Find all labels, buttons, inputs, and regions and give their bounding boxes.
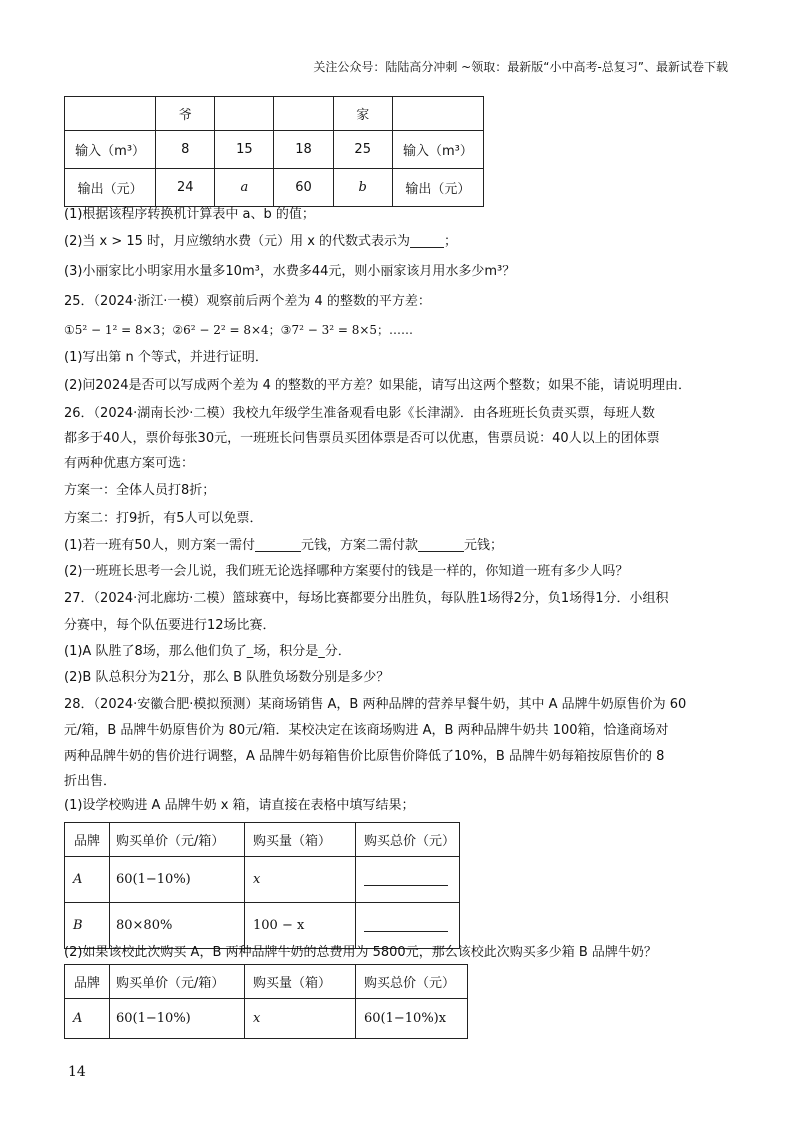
answer-cell[interactable] — [356, 857, 460, 903]
q26-part1-text-c: 元钱； — [463, 538, 503, 553]
table-cell: x — [245, 857, 356, 903]
q28-line1: 28．（2024·安徽合肥·模拟预测）某商场销售 A，B 两种品牌的营养早餐牛奶，其中 A 品牌牛奶原售价为 60 — [64, 697, 687, 712]
q28-part1: (1)设学校购进 A 品牌牛奶 x 箱，请直接在表格中填写结果； — [64, 798, 415, 813]
answer-blank — [364, 873, 448, 886]
table-cell: b — [333, 169, 392, 207]
q25-part1: (1)写出第 n 个等式，并进行证明． — [64, 350, 268, 365]
q26-line2: 都多于40人，票价每张30元，一班班长问售票员买团体票是否可以优惠，售票员说：40人以上的团体票 — [64, 431, 660, 446]
q25-part2: (2)问2024是否可以写成两个差为 4 的整数的平方差？如果能，请写出这两个整数；如果不能，请说明理由． — [64, 378, 692, 393]
table-cell — [392, 97, 483, 131]
page-header: 关注公众号：陆陆高分冲刺 ~领取：最新版“小中高考-总复习”、最新试卷下载 — [313, 60, 728, 74]
q28-line4: 折出售． — [64, 774, 117, 789]
table-header-cell: 购买单价（元/箱） — [110, 965, 245, 999]
q24-part2-end: ； — [444, 234, 458, 249]
table-cell: 80×80% — [110, 903, 245, 949]
table-cell: 60(1−10%) — [110, 999, 245, 1039]
q26-line3: 有两种优惠方案可选： — [64, 456, 195, 471]
table-header-cell: 购买量（箱） — [245, 965, 356, 999]
q25-equations: ①5² − 1² = 8×3；②6² − 2² = 8×4；③7² − 3² = 8×5；…… — [64, 323, 414, 337]
table-cell: A — [65, 999, 110, 1039]
table-cell — [274, 97, 333, 131]
q25-heading: 25．（2024·浙江·一模）观察前后两个差为 4 的整数的平方差： — [64, 294, 431, 309]
table-header-cell: 购买总价（元） — [356, 965, 468, 999]
table-cell: 输出（元） — [65, 169, 156, 207]
q26-part1-text-b: 元钱，方案二需付款 — [300, 538, 418, 553]
q27-line2: 分赛中，每个队伍要进行12场比赛． — [64, 618, 276, 633]
page-number: 14 — [68, 1064, 86, 1080]
milk-table-1 — [64, 822, 460, 949]
table-cell — [65, 97, 156, 131]
q26-part1 — [64, 537, 503, 555]
table-cell: 15 — [215, 131, 274, 169]
q26-line5: 方案二：打9折，有5人可以免票． — [64, 511, 263, 526]
table-cell — [215, 97, 274, 131]
table-header-cell: 购买单价（元/箱） — [110, 823, 245, 857]
table-cell: 输出（元） — [392, 169, 483, 207]
table-cell: B — [65, 903, 110, 949]
table-header-cell: 品牌 — [65, 823, 110, 857]
q26-part2: (2)一班班长思考一会儿说，我们班无论选择哪种方案要付的钱是一样的，你知道一班有多少人吗？ — [64, 564, 629, 579]
table-header-cell: 购买量（箱） — [245, 823, 356, 857]
table-cell: 24 — [156, 169, 215, 207]
q27-part2: (2)B 队总积分为21分，那么 B 队胜负场数分别是多少？ — [64, 670, 390, 685]
table-cell: 100 − x — [245, 903, 356, 949]
q24-part1: (1)根据该程序转换机计算表中 a、b 的值； — [64, 207, 315, 222]
table-cell: A — [65, 857, 110, 903]
answer-blank — [410, 235, 444, 248]
water-fee-table — [64, 96, 484, 207]
table-cell: 8 — [156, 131, 215, 169]
table-cell: 家 — [333, 97, 392, 131]
table-cell: 60(1−10%)x — [356, 999, 468, 1039]
q24-part3: (3)小丽家比小明家用水量多10m³，水费多44元，则小丽家该月用水多少m³？ — [64, 264, 516, 279]
table-cell: 爷 — [156, 97, 215, 131]
q26-line1: 26．（2024·湖南长沙·二模）我校九年级学生准备观看电影《长津湖》．由各班班长负责买票，每班人数 — [64, 406, 655, 421]
table-header-cell: 购买总价（元） — [356, 823, 460, 857]
q26-part1-text-a: (1)若一班有50人，则方案一需付 — [64, 538, 255, 553]
table-cell: 25 — [333, 131, 392, 169]
table-cell: a — [215, 169, 274, 207]
q27-line1: 27．（2024·河北廊坊·二模）篮球赛中，每场比赛都要分出胜负，每队胜1场得2分，负1场得1分．小组积 — [64, 591, 669, 606]
table-cell: 60 — [274, 169, 333, 207]
table-cell: 60(1−10%) — [110, 857, 245, 903]
milk-table-2 — [64, 964, 468, 1039]
answer-blank — [364, 919, 448, 932]
answer-cell[interactable] — [356, 903, 460, 949]
q28-part2: (2)如果该校此次购买 A，B 两种品牌牛奶的总费用为 5800元，那么该校此次购买多少箱 B 品牌牛奶？ — [64, 945, 657, 960]
q27-part1: (1)A 队胜了8场，那么他们负了_场，积分是_分． — [64, 644, 351, 659]
answer-blank — [418, 539, 464, 552]
q26-line4: 方案一：全体人员打8折； — [64, 483, 216, 498]
answer-blank — [255, 539, 301, 552]
q24-part2 — [64, 233, 457, 251]
table-cell: x — [245, 999, 356, 1039]
table-cell: 输入（m³） — [65, 131, 156, 169]
table-cell: 18 — [274, 131, 333, 169]
q24-part2-text: (2)当 x > 15 时，月应缴纳水费（元）用 x 的代数式表示为 — [64, 234, 411, 249]
q28-line2: 元/箱，B 品牌牛奶原售价为 80元/箱．某校决定在该商场购进 A，B 两种品牌牛奶共 100箱，恰逢商场对 — [64, 723, 669, 738]
table-cell: 输入（m³） — [392, 131, 483, 169]
q28-line3: 两种品牌牛奶的售价进行调整，A 品牌牛奶每箱售价比原售价降低了10%，B 品牌牛奶每箱按原售价的 8 — [64, 749, 665, 764]
table-header-cell: 品牌 — [65, 965, 110, 999]
